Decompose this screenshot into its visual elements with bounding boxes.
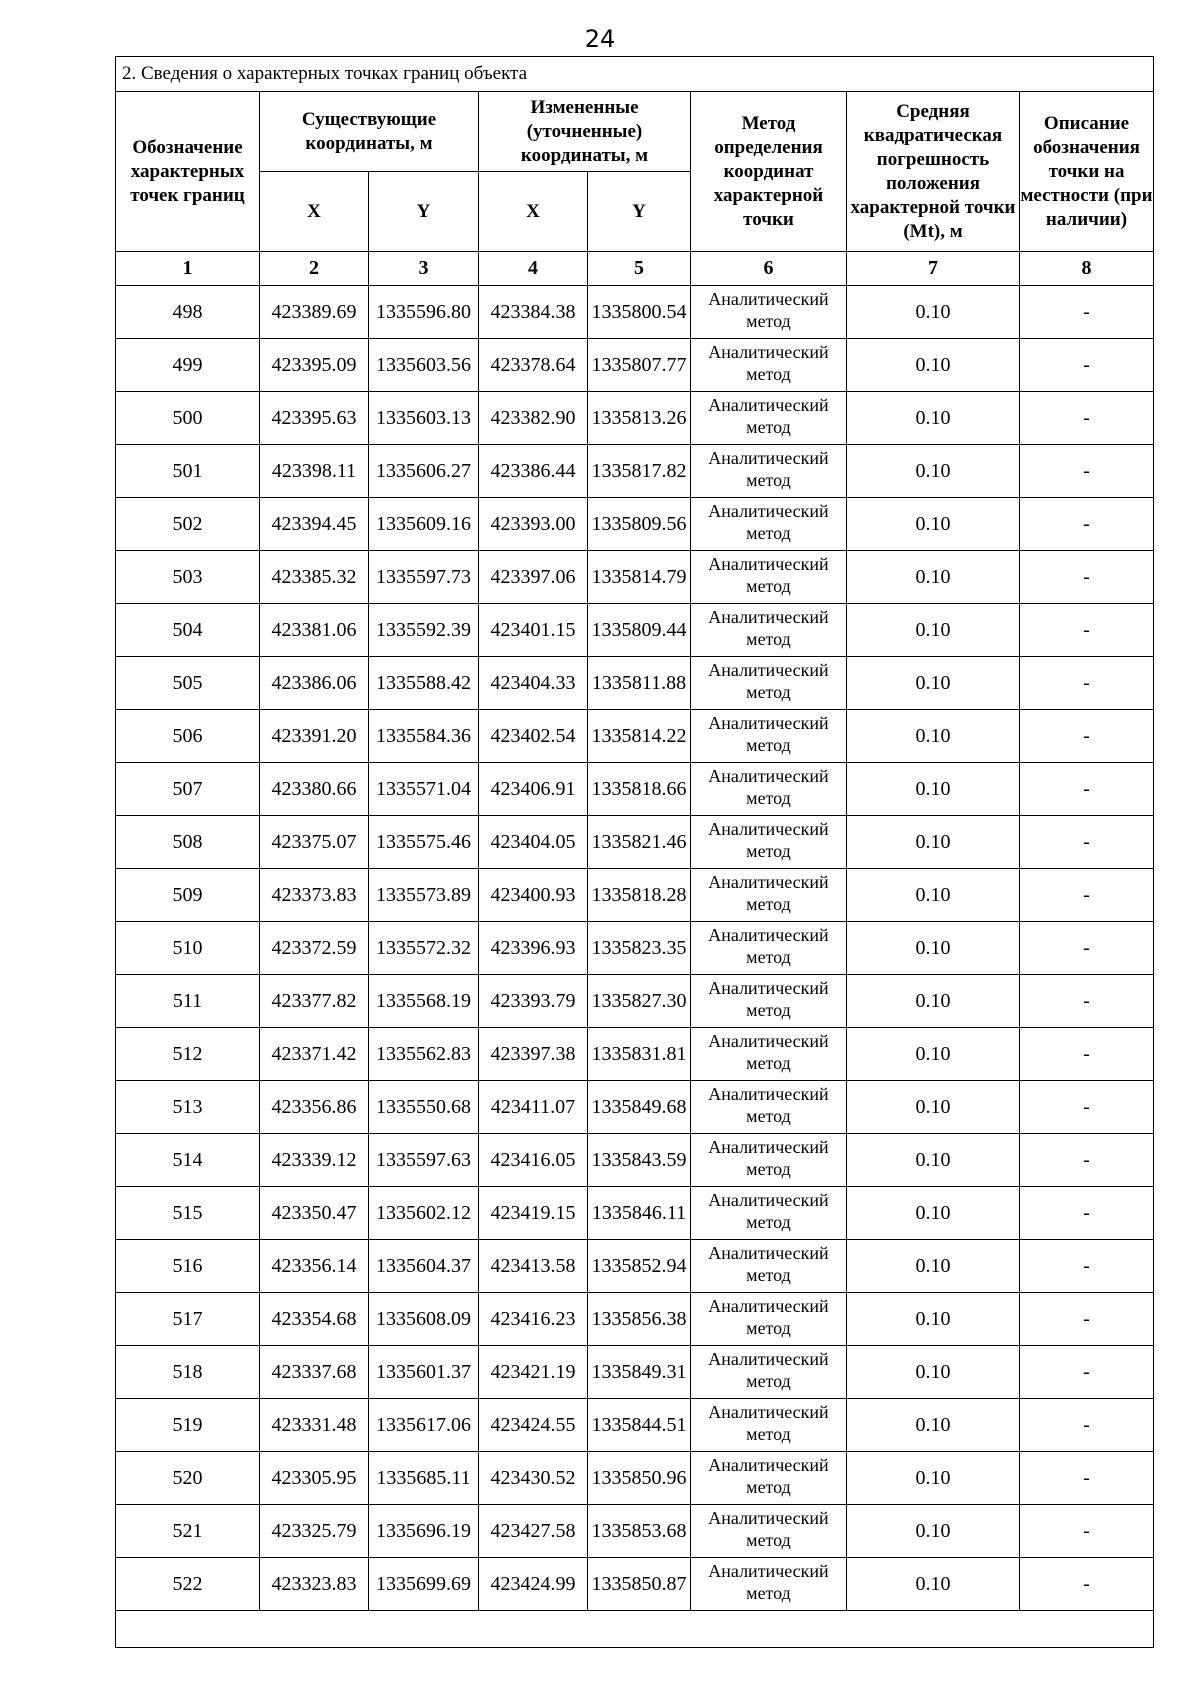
cell-changed-x: 423396.93 <box>479 922 588 975</box>
cell-existing-y: 1335562.83 <box>369 1028 479 1081</box>
cell-changed-x: 423421.19 <box>479 1346 588 1399</box>
cell-method: Аналитический метод <box>691 975 847 1028</box>
cell-mean-error: 0.10 <box>847 1240 1020 1293</box>
cell-point-id: 504 <box>116 604 260 657</box>
cell-mean-error: 0.10 <box>847 1293 1020 1346</box>
cell-existing-y: 1335608.09 <box>369 1293 479 1346</box>
cell-point-id: 511 <box>116 975 260 1028</box>
cell-changed-x: 423397.06 <box>479 551 588 604</box>
cell-point-id: 521 <box>116 1505 260 1558</box>
column-number: 7 <box>847 252 1020 286</box>
cell-existing-y: 1335573.89 <box>369 869 479 922</box>
cell-existing-y: 1335572.32 <box>369 922 479 975</box>
cell-mean-error: 0.10 <box>847 869 1020 922</box>
cell-description: - <box>1020 1134 1154 1187</box>
cell-existing-x: 423339.12 <box>260 1134 369 1187</box>
cell-point-id: 515 <box>116 1187 260 1240</box>
cell-point-id: 518 <box>116 1346 260 1399</box>
cell-description: - <box>1020 922 1154 975</box>
cell-changed-x: 423384.38 <box>479 286 588 339</box>
cell-changed-x: 423406.91 <box>479 763 588 816</box>
table-row <box>116 1240 1154 1293</box>
cell-existing-y: 1335597.63 <box>369 1134 479 1187</box>
cell-method: Аналитический метод <box>691 763 847 816</box>
cell-changed-y: 1335800.54 <box>588 286 691 339</box>
header-error: Средняя квадратическая погрешность положения характерной точки (Mt), м <box>847 92 1020 252</box>
cell-method: Аналитический метод <box>691 1293 847 1346</box>
table-row <box>116 498 1154 551</box>
cell-point-id: 516 <box>116 1240 260 1293</box>
cell-existing-x: 423398.11 <box>260 445 369 498</box>
cell-changed-x: 423424.99 <box>479 1558 588 1611</box>
cell-changed-y: 1335807.77 <box>588 339 691 392</box>
cell-existing-y: 1335606.27 <box>369 445 479 498</box>
cell-changed-y: 1335817.82 <box>588 445 691 498</box>
cell-method: Аналитический метод <box>691 1346 847 1399</box>
cell-existing-y: 1335699.69 <box>369 1558 479 1611</box>
cell-description: - <box>1020 445 1154 498</box>
cell-mean-error: 0.10 <box>847 1134 1020 1187</box>
cell-method: Аналитический метод <box>691 1134 847 1187</box>
cell-description: - <box>1020 1028 1154 1081</box>
boundary-points-table <box>115 56 1154 1648</box>
table-row <box>116 1028 1154 1081</box>
cell-changed-y: 1335843.59 <box>588 1134 691 1187</box>
cell-changed-y: 1335821.46 <box>588 816 691 869</box>
cell-changed-y: 1335814.22 <box>588 710 691 763</box>
cell-method: Аналитический метод <box>691 1028 847 1081</box>
cell-existing-y: 1335597.73 <box>369 551 479 604</box>
cell-changed-x: 423382.90 <box>479 392 588 445</box>
cell-changed-y: 1335823.35 <box>588 922 691 975</box>
table-row <box>116 286 1154 339</box>
cell-point-id: 507 <box>116 763 260 816</box>
cell-existing-y: 1335617.06 <box>369 1399 479 1452</box>
cell-changed-y: 1335809.44 <box>588 604 691 657</box>
column-number: 1 <box>116 252 260 286</box>
cell-method: Аналитический метод <box>691 1505 847 1558</box>
cell-existing-x: 423372.59 <box>260 922 369 975</box>
cell-changed-y: 1335811.88 <box>588 657 691 710</box>
cell-mean-error: 0.10 <box>847 1505 1020 1558</box>
header-changed-y: Y <box>588 172 691 252</box>
cell-point-id: 520 <box>116 1452 260 1505</box>
cell-point-id: 506 <box>116 710 260 763</box>
cell-changed-y: 1335818.66 <box>588 763 691 816</box>
table-row <box>116 763 1154 816</box>
cell-mean-error: 0.10 <box>847 445 1020 498</box>
header-changed-coordinates: Измененные (уточненные) координаты, м <box>479 92 691 172</box>
cell-existing-y: 1335604.37 <box>369 1240 479 1293</box>
table-row <box>116 1187 1154 1240</box>
cell-description: - <box>1020 869 1154 922</box>
cell-changed-x: 423419.15 <box>479 1187 588 1240</box>
cell-mean-error: 0.10 <box>847 816 1020 869</box>
table-row <box>116 975 1154 1028</box>
cell-mean-error: 0.10 <box>847 1028 1020 1081</box>
cell-description: - <box>1020 763 1154 816</box>
cell-mean-error: 0.10 <box>847 1346 1020 1399</box>
cell-existing-y: 1335588.42 <box>369 657 479 710</box>
cell-method: Аналитический метод <box>691 286 847 339</box>
table-row <box>116 1399 1154 1452</box>
table-row <box>116 339 1154 392</box>
cell-method: Аналитический метод <box>691 551 847 604</box>
cell-existing-y: 1335696.19 <box>369 1505 479 1558</box>
cell-method: Аналитический метод <box>691 1187 847 1240</box>
cell-existing-x: 423395.63 <box>260 392 369 445</box>
cell-method: Аналитический метод <box>691 816 847 869</box>
cell-point-id: 498 <box>116 286 260 339</box>
cell-point-id: 514 <box>116 1134 260 1187</box>
column-number: 2 <box>260 252 369 286</box>
table-row <box>116 816 1154 869</box>
cell-mean-error: 0.10 <box>847 1399 1020 1452</box>
cell-existing-x: 423385.32 <box>260 551 369 604</box>
cell-changed-x: 423416.23 <box>479 1293 588 1346</box>
cell-changed-x: 423397.38 <box>479 1028 588 1081</box>
cell-mean-error: 0.10 <box>847 1452 1020 1505</box>
cell-changed-y: 1335827.30 <box>588 975 691 1028</box>
cell-point-id: 512 <box>116 1028 260 1081</box>
empty-row <box>116 1611 1154 1648</box>
cell-description: - <box>1020 710 1154 763</box>
cell-changed-x: 423416.05 <box>479 1134 588 1187</box>
table-row <box>116 551 1154 604</box>
table-row <box>116 1558 1154 1611</box>
cell-existing-y: 1335601.37 <box>369 1346 479 1399</box>
header-designation: Обозначение характерных точек границ <box>116 92 260 252</box>
cell-mean-error: 0.10 <box>847 922 1020 975</box>
cell-changed-x: 423401.15 <box>479 604 588 657</box>
cell-changed-y: 1335844.51 <box>588 1399 691 1452</box>
cell-point-id: 505 <box>116 657 260 710</box>
cell-changed-y: 1335818.28 <box>588 869 691 922</box>
cell-existing-x: 423386.06 <box>260 657 369 710</box>
cell-changed-x: 423393.00 <box>479 498 588 551</box>
cell-method: Аналитический метод <box>691 392 847 445</box>
cell-changed-y: 1335849.68 <box>588 1081 691 1134</box>
cell-existing-x: 423377.82 <box>260 975 369 1028</box>
cell-existing-y: 1335603.13 <box>369 392 479 445</box>
cell-mean-error: 0.10 <box>847 286 1020 339</box>
cell-existing-x: 423356.86 <box>260 1081 369 1134</box>
table-row <box>116 1134 1154 1187</box>
table-row <box>116 1452 1154 1505</box>
table-row <box>116 1505 1154 1558</box>
table-row <box>116 657 1154 710</box>
cell-changed-x: 423400.93 <box>479 869 588 922</box>
cell-existing-x: 423373.83 <box>260 869 369 922</box>
cell-changed-x: 423411.07 <box>479 1081 588 1134</box>
column-number: 4 <box>479 252 588 286</box>
cell-existing-x: 423323.83 <box>260 1558 369 1611</box>
cell-description: - <box>1020 604 1154 657</box>
cell-existing-x: 423391.20 <box>260 710 369 763</box>
cell-changed-x: 423424.55 <box>479 1399 588 1452</box>
column-numbers-row <box>116 252 1154 286</box>
cell-description: - <box>1020 339 1154 392</box>
column-number: 5 <box>588 252 691 286</box>
cell-changed-y: 1335849.31 <box>588 1346 691 1399</box>
cell-method: Аналитический метод <box>691 498 847 551</box>
cell-existing-x: 423331.48 <box>260 1399 369 1452</box>
table-row <box>116 869 1154 922</box>
cell-description: - <box>1020 498 1154 551</box>
cell-method: Аналитический метод <box>691 1399 847 1452</box>
cell-mean-error: 0.10 <box>847 392 1020 445</box>
cell-existing-y: 1335550.68 <box>369 1081 479 1134</box>
cell-existing-y: 1335685.11 <box>369 1452 479 1505</box>
cell-existing-y: 1335568.19 <box>369 975 479 1028</box>
cell-existing-x: 423371.42 <box>260 1028 369 1081</box>
table-row <box>116 710 1154 763</box>
cell-method: Аналитический метод <box>691 339 847 392</box>
cell-method: Аналитический метод <box>691 1081 847 1134</box>
cell-method: Аналитический метод <box>691 922 847 975</box>
cell-existing-x: 423381.06 <box>260 604 369 657</box>
cell-description: - <box>1020 551 1154 604</box>
cell-existing-y: 1335609.16 <box>369 498 479 551</box>
cell-mean-error: 0.10 <box>847 1558 1020 1611</box>
cell-description: - <box>1020 1293 1154 1346</box>
table-row <box>116 392 1154 445</box>
header-existing-coordinates: Существующие координаты, м <box>260 92 479 172</box>
column-number: 8 <box>1020 252 1154 286</box>
cell-existing-y: 1335592.39 <box>369 604 479 657</box>
cell-method: Аналитический метод <box>691 1558 847 1611</box>
cell-existing-y: 1335575.46 <box>369 816 479 869</box>
cell-description: - <box>1020 392 1154 445</box>
cell-existing-y: 1335571.04 <box>369 763 479 816</box>
cell-changed-y: 1335809.56 <box>588 498 691 551</box>
cell-point-id: 503 <box>116 551 260 604</box>
table-row <box>116 1293 1154 1346</box>
cell-mean-error: 0.10 <box>847 604 1020 657</box>
cell-existing-y: 1335603.56 <box>369 339 479 392</box>
table-row <box>116 1081 1154 1134</box>
cell-changed-y: 1335846.11 <box>588 1187 691 1240</box>
cell-description: - <box>1020 1452 1154 1505</box>
cell-existing-x: 423395.09 <box>260 339 369 392</box>
cell-changed-y: 1335853.68 <box>588 1505 691 1558</box>
cell-existing-x: 423389.69 <box>260 286 369 339</box>
cell-changed-y: 1335852.94 <box>588 1240 691 1293</box>
cell-existing-y: 1335602.12 <box>369 1187 479 1240</box>
cell-existing-x: 423356.14 <box>260 1240 369 1293</box>
cell-mean-error: 0.10 <box>847 657 1020 710</box>
cell-mean-error: 0.10 <box>847 1187 1020 1240</box>
cell-changed-x: 423427.58 <box>479 1505 588 1558</box>
cell-existing-y: 1335596.80 <box>369 286 479 339</box>
table-row <box>116 1346 1154 1399</box>
cell-changed-x: 423413.58 <box>479 1240 588 1293</box>
cell-method: Аналитический метод <box>691 604 847 657</box>
cell-description: - <box>1020 816 1154 869</box>
cell-description: - <box>1020 1558 1154 1611</box>
header-method: Метод определения координат характерной точки <box>691 92 847 252</box>
cell-changed-x: 423404.05 <box>479 816 588 869</box>
cell-point-id: 500 <box>116 392 260 445</box>
page-number: 24 <box>584 25 616 53</box>
cell-changed-x: 423386.44 <box>479 445 588 498</box>
header-existing-x: X <box>260 172 369 252</box>
header-description: Описание обозначения точки на местности (при наличии) <box>1020 92 1154 252</box>
cell-point-id: 513 <box>116 1081 260 1134</box>
cell-description: - <box>1020 1399 1154 1452</box>
cell-mean-error: 0.10 <box>847 710 1020 763</box>
cell-changed-x: 423378.64 <box>479 339 588 392</box>
table-row <box>116 604 1154 657</box>
cell-existing-x: 423380.66 <box>260 763 369 816</box>
cell-mean-error: 0.10 <box>847 551 1020 604</box>
cell-mean-error: 0.10 <box>847 763 1020 816</box>
cell-description: - <box>1020 1240 1154 1293</box>
cell-mean-error: 0.10 <box>847 1081 1020 1134</box>
cell-existing-x: 423394.45 <box>260 498 369 551</box>
cell-description: - <box>1020 1187 1154 1240</box>
table-row <box>116 922 1154 975</box>
cell-description: - <box>1020 1346 1154 1399</box>
cell-method: Аналитический метод <box>691 1452 847 1505</box>
cell-existing-x: 423305.95 <box>260 1452 369 1505</box>
column-number: 3 <box>369 252 479 286</box>
cell-method: Аналитический метод <box>691 445 847 498</box>
cell-existing-x: 423354.68 <box>260 1293 369 1346</box>
cell-changed-y: 1335814.79 <box>588 551 691 604</box>
cell-description: - <box>1020 286 1154 339</box>
column-number: 6 <box>691 252 847 286</box>
cell-description: - <box>1020 1505 1154 1558</box>
cell-changed-x: 423393.79 <box>479 975 588 1028</box>
cell-method: Аналитический метод <box>691 710 847 763</box>
cell-existing-x: 423325.79 <box>260 1505 369 1558</box>
cell-changed-x: 423430.52 <box>479 1452 588 1505</box>
cell-mean-error: 0.10 <box>847 339 1020 392</box>
section-title: 2. Сведения о характерных точках границ объекта <box>116 57 1154 92</box>
header-changed-x: X <box>479 172 588 252</box>
cell-existing-x: 423337.68 <box>260 1346 369 1399</box>
cell-point-id: 517 <box>116 1293 260 1346</box>
cell-point-id: 519 <box>116 1399 260 1452</box>
cell-description: - <box>1020 975 1154 1028</box>
cell-point-id: 502 <box>116 498 260 551</box>
cell-changed-x: 423402.54 <box>479 710 588 763</box>
cell-changed-y: 1335850.96 <box>588 1452 691 1505</box>
empty-cell <box>116 1611 1154 1648</box>
cell-existing-x: 423375.07 <box>260 816 369 869</box>
cell-changed-y: 1335850.87 <box>588 1558 691 1611</box>
cell-point-id: 522 <box>116 1558 260 1611</box>
cell-mean-error: 0.10 <box>847 498 1020 551</box>
cell-point-id: 501 <box>116 445 260 498</box>
cell-mean-error: 0.10 <box>847 975 1020 1028</box>
cell-method: Аналитический метод <box>691 1240 847 1293</box>
cell-existing-x: 423350.47 <box>260 1187 369 1240</box>
table-row <box>116 445 1154 498</box>
cell-point-id: 510 <box>116 922 260 975</box>
cell-method: Аналитический метод <box>691 657 847 710</box>
cell-existing-y: 1335584.36 <box>369 710 479 763</box>
cell-method: Аналитический метод <box>691 869 847 922</box>
cell-description: - <box>1020 1081 1154 1134</box>
cell-changed-x: 423404.33 <box>479 657 588 710</box>
table-body <box>116 286 1154 1611</box>
cell-point-id: 509 <box>116 869 260 922</box>
cell-description: - <box>1020 657 1154 710</box>
cell-changed-y: 1335856.38 <box>588 1293 691 1346</box>
cell-changed-y: 1335831.81 <box>588 1028 691 1081</box>
cell-changed-y: 1335813.26 <box>588 392 691 445</box>
cell-point-id: 499 <box>116 339 260 392</box>
cell-point-id: 508 <box>116 816 260 869</box>
header-existing-y: Y <box>369 172 479 252</box>
